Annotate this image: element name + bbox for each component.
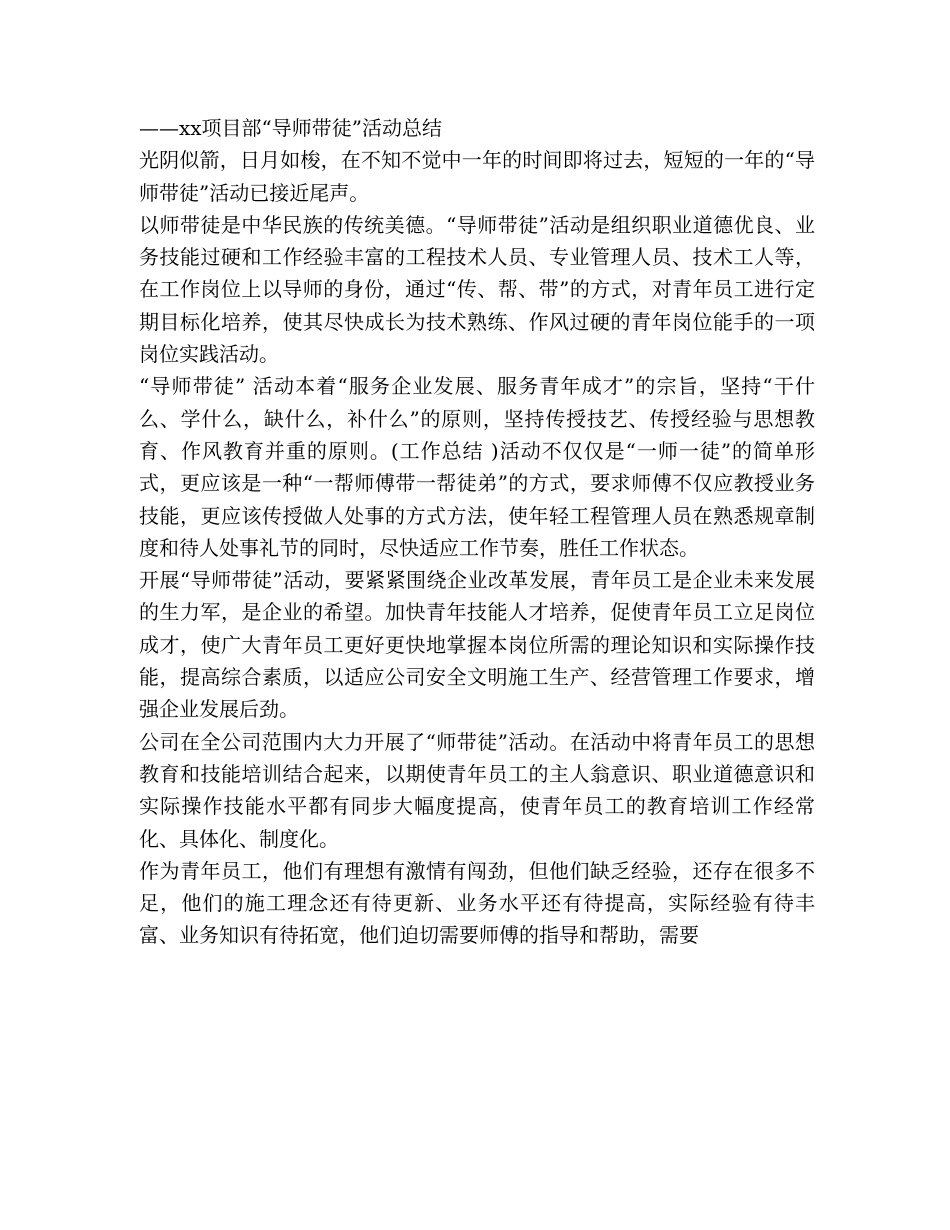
- paragraph-purpose: 开展“导师带徒”活动，要紧紧围绕企业改革发展，青年员工是企业未来发展的生力军，是企业的希望。加快青年技能人才培养，促使青年员工立足岗位成才，使广大青年员工更好更快地掌握本岗位所需的理论知识和实际操作技能，提高综合素质，以适应公司安全文明施工生产、经营管理工作要求，增强企业发展后劲。: [139, 568, 815, 722]
- document-body: [139, 112, 815, 952]
- paragraph-definition: 以师带徒是中华民族的传统美德。“导师带徒”活动是组织职业道德优良、业务技能过硬和工作经验丰富的工程技术人员、专业管理人员、技术工人等，在工作岗位上以导师的身份，通过“传、帮、带”的方式，对青年员工进行定期目标化培养，使其尽快成长为技术熟练、作风过硬的青年岗位能手的一项岗位实践活动。: [139, 212, 815, 367]
- document-title: ——xx项目部“导师带徒”活动总结: [139, 116, 443, 140]
- paragraph-company-activity: 公司在全公司范围内大力开展了“师带徒”活动。在活动中将青年员工的思想教育和技能培训结合起来，以期使青年员工的主人翁意识、职业道德意识和实际操作技能水平都有同步大幅度提高，使青年员工的教育培训工作经常化、具体化、制度化。: [139, 729, 815, 851]
- paragraph-principles: “导师带徒” 活动本着“服务企业发展、服务青年成才”的宗旨，坚持“干什么、学什么，缺什么，补什么”的原则，坚持传授技艺、传授经验与思想教育、作风教育并重的原则。(工作总结 )活动不仅仅是“一师一徒”的简单形式，更应该是一种“一帮师傅带一帮徒弟”的方式，要求师傅不仅应教授业务技能，更应该传授做人处事的方式方法，使年轻工程管理人员在熟悉规章制度和待人处事礼节的同时，尽快适应工作节奏，胜任工作状态。: [139, 374, 815, 560]
- paragraph-young-staff: 作为青年员工，他们有理想有激情有闯劲，但他们缺乏经验，还存在很多不足，他们的施工理念还有待更新、业务水平还有待提高，实际经验有待丰富、业务知识有待拓宽，他们迫切需要师傅的指导和帮助，需要: [139, 858, 815, 948]
- paragraph-intro: 光阴似箭，日月如梭，在不知不觉中一年的时间即将过去，短短的一年的“导师带徒”活动已接近尾声。: [139, 148, 815, 205]
